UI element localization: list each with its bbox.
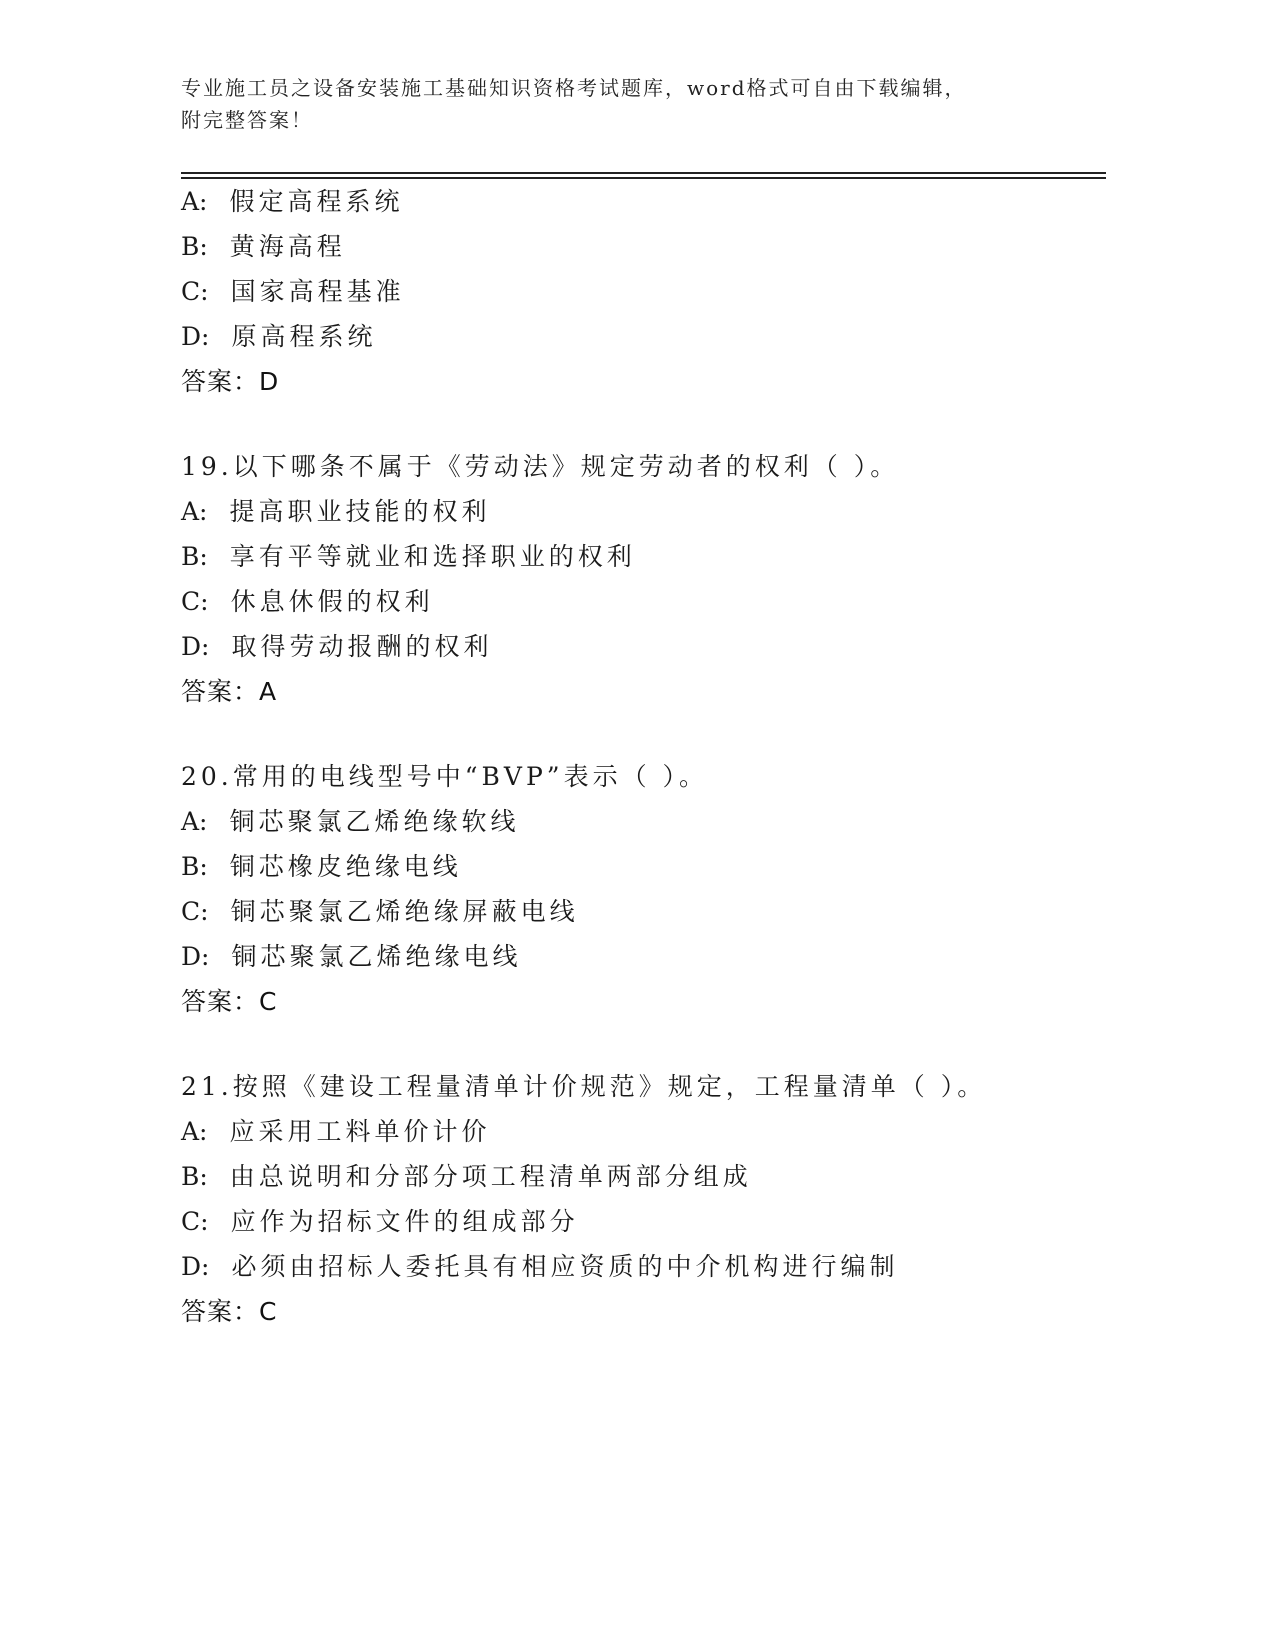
option-c: [181, 894, 1111, 939]
question-block-19: [181, 449, 1111, 719]
answer-line: 答案：C: [181, 987, 278, 1016]
option-text: 应采用工料单价计价: [229, 1117, 491, 1146]
option-b: [181, 1159, 1111, 1204]
option-c: [181, 1204, 1111, 1249]
question-stem: 19.以下哪条不属于《劳动法》规定劳动者的权利（ ）。: [181, 452, 900, 481]
header-divider-top: [181, 172, 1106, 174]
option-label: D:: [181, 322, 210, 351]
question-stem: 21.按照《建设工程量清单计价规范》规定，工程量清单（ ）。: [181, 1072, 987, 1101]
option-d: [181, 319, 1111, 364]
option-label: B:: [181, 542, 208, 571]
question-block-21: [181, 1069, 1111, 1339]
option-label: A:: [181, 807, 208, 836]
option-label: D:: [181, 1252, 210, 1281]
option-a: [181, 494, 1111, 539]
header-line-1: 专业施工员之设备安装施工基础知识资格考试题库，word格式可自由下载编辑，: [181, 76, 967, 100]
option-label: B:: [181, 232, 208, 261]
option-label: B:: [181, 852, 208, 881]
option-text: 铜芯聚氯乙烯绝缘电线: [231, 942, 522, 971]
option-text: 提高职业技能的权利: [229, 497, 491, 526]
option-text: 假定高程系统: [229, 187, 404, 216]
question-block-20: [181, 759, 1111, 1029]
option-b: [181, 539, 1111, 584]
option-text: 休息休假的权利: [230, 587, 434, 616]
option-c: [181, 584, 1111, 629]
header-line-2: 附完整答案！: [181, 108, 313, 132]
option-text: 国家高程基准: [230, 277, 405, 306]
option-text: 铜芯聚氯乙烯绝缘软线: [229, 807, 520, 836]
option-text: 铜芯聚氯乙烯绝缘屏蔽电线: [230, 897, 579, 926]
option-label: C:: [181, 1207, 209, 1236]
option-a: [181, 804, 1111, 849]
option-c: [181, 274, 1111, 319]
option-label: C:: [181, 587, 209, 616]
option-label: B:: [181, 1162, 208, 1191]
option-text: 铜芯橡皮绝缘电线: [229, 852, 462, 881]
option-label: A:: [181, 497, 208, 526]
option-text: 应作为招标文件的组成部分: [230, 1207, 579, 1236]
answer-line: 答案：D: [181, 367, 280, 396]
question-stem: 20.常用的电线型号中“BVP”表示（ ）。: [181, 762, 709, 791]
option-label: A:: [181, 1117, 208, 1146]
option-a: [181, 1114, 1111, 1159]
document-header: [181, 72, 1101, 136]
question-block-partial: [181, 184, 1111, 409]
option-a: [181, 184, 1111, 229]
option-label: D:: [181, 632, 210, 661]
option-text: 由总说明和分部分项工程清单两部分组成: [229, 1162, 752, 1191]
option-d: [181, 939, 1111, 984]
header-divider-bottom: [181, 177, 1106, 179]
option-b: [181, 849, 1111, 894]
answer-line: 答案：A: [181, 677, 278, 706]
option-label: D:: [181, 942, 210, 971]
option-text: 必须由招标人委托具有相应资质的中介机构进行编制: [231, 1252, 899, 1281]
option-text: 原高程系统: [231, 322, 377, 351]
option-d: [181, 1249, 1111, 1294]
option-d: [181, 629, 1111, 674]
option-label: C:: [181, 277, 209, 306]
answer-line: 答案：C: [181, 1297, 278, 1326]
option-b: [181, 229, 1111, 274]
option-text: 黄海高程: [229, 232, 346, 261]
option-label: C:: [181, 897, 209, 926]
option-text: 取得劳动报酬的权利: [231, 632, 493, 661]
option-text: 享有平等就业和选择职业的权利: [229, 542, 636, 571]
question-list: [181, 184, 1111, 1339]
option-label: A:: [181, 187, 208, 216]
